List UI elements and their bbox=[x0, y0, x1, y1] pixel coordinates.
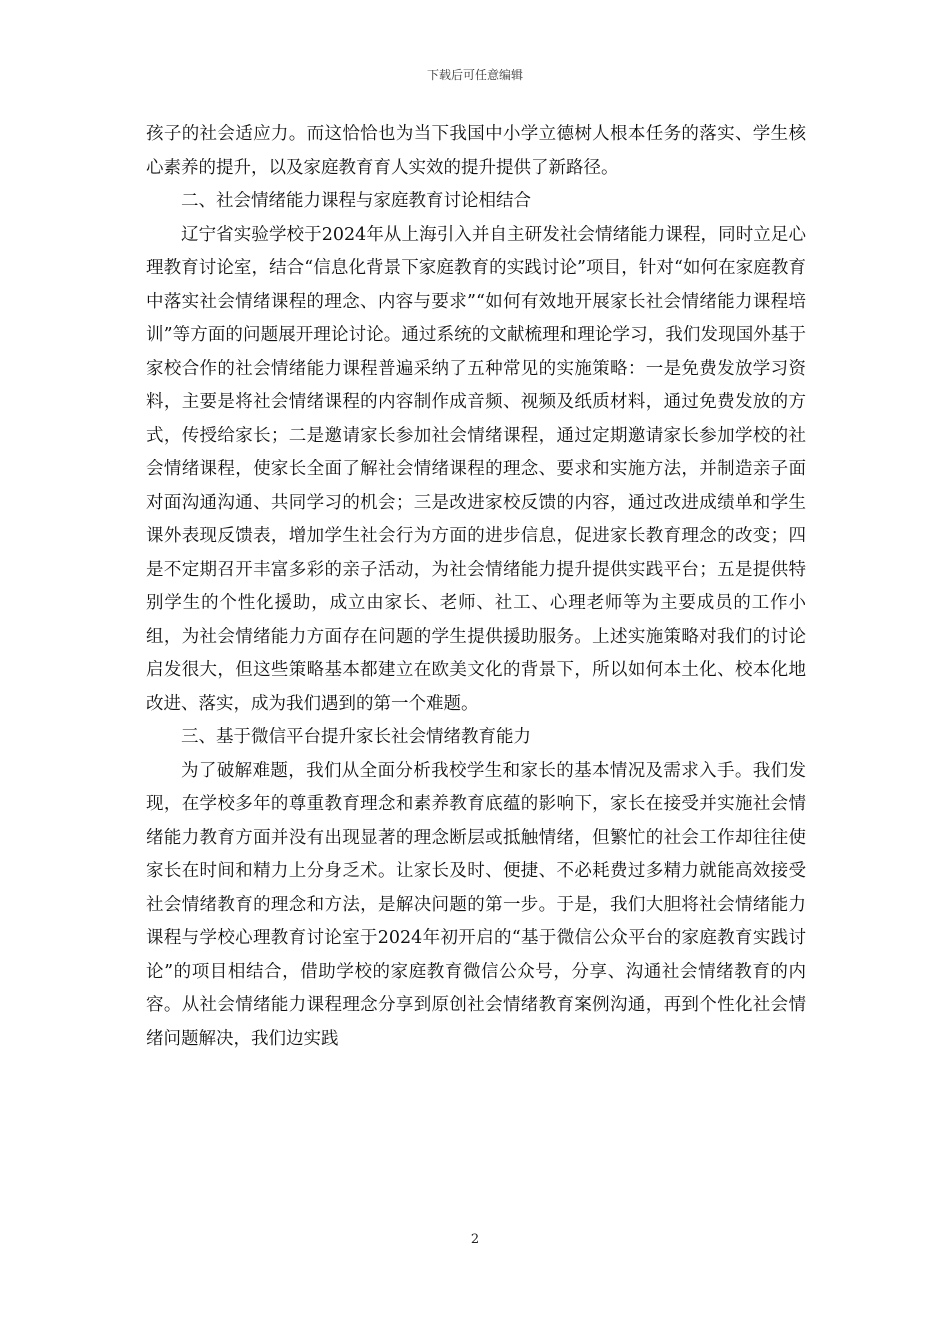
page-number: 2 bbox=[470, 1232, 480, 1247]
paragraph-continuation: 孩子的社会适应力。而这恰恰也为当下我国中小学立德树人根本任务的落实、学生核心素养的提升，以及家庭教育育人实效的提升提供了新路径。 bbox=[146, 124, 806, 178]
paragraph-body: 辽宁省实验学校于2024年从上海引入并自主研发社会情绪能力课程，同时立足心理教育讨论室，结合“信息化背景下家庭教育的实践讨论”项目，针对“如何在家庭教育中落实社会情绪课程的理念、内容与要求”“如何有效地开展家长社会情绪能力课程培训”等方面的问题展开理论讨论。通过系统的文献梳理和理论学习，我们发现国外基于家校合作的社会情绪能力课程普遍采纳了五种常见的实施策略：一是免费发放学习资料，主要是将社会情绪课程的内容制作成音频、视频及纸质材料，通过免费发放的方式，传授给家长；二是邀请家长参加社会情绪课程，通过定期邀请家长参加学校的社会情绪课程，使家长全面了解社会情绪课程的理念、要求和实施方法，并制造亲子面对面沟通沟通、共同学习的机会；三是改进家校反馈的内容，通过改进成绩单和学生课外表现反馈表，增加学生社会行为方面的进步信息，促进家长教育理念的改变；四是不定期召开丰富多彩的亲子活动，为社会情绪能力提升提供实践平台；五是提供特别学生的个性化援助，成立由家长、老师、社工、心理老师等为主要成员的工作小组，为社会情绪能力方面存在问题的学生提供援助服务。上述实施策略对我们的讨论启发很大，但这些策略基本都建立在欧美文化的背景下，所以如何本土化、校本化地改进、落实，成为我们遇到的第一个难题。 bbox=[146, 224, 806, 714]
section-heading-3: 三、基于微信平台提升家长社会情绪教育能力 bbox=[181, 727, 531, 747]
document-body bbox=[146, 118, 806, 1056]
page-header: 下载后可任意编辑 bbox=[426, 68, 523, 82]
paragraph-body: 为了破解难题，我们从全面分析我校学生和家长的基本情况及需求入手。我们发现，在学校多年的尊重教育理念和素养教育底蕴的影响下，家长在接受并实施社会情绪能力教育方面并没有出现显著的理念断层或抵触情绪，但繁忙的社会工作却往往使家长在时间和精力上分身乏术。让家长及时、便捷、不必耗费过多精力就能高效接受社会情绪教育的理念和方法，是解决问题的第一步。于是，我们大胆将社会情绪能力课程与学校心理教育讨论室于2024年初开启的“基于微信公众平台的家庭教育实践讨论”的项目相结合，借助学校的家庭教育微信公众号，分享、沟通社会情绪教育的内容。从社会情绪能力课程理念分享到原创社会情绪教育案例沟通，再到个性化社会情绪问题解决，我们边实践 bbox=[146, 760, 806, 1049]
section-heading-2: 二、社会情绪能力课程与家庭教育讨论相结合 bbox=[181, 191, 531, 211]
